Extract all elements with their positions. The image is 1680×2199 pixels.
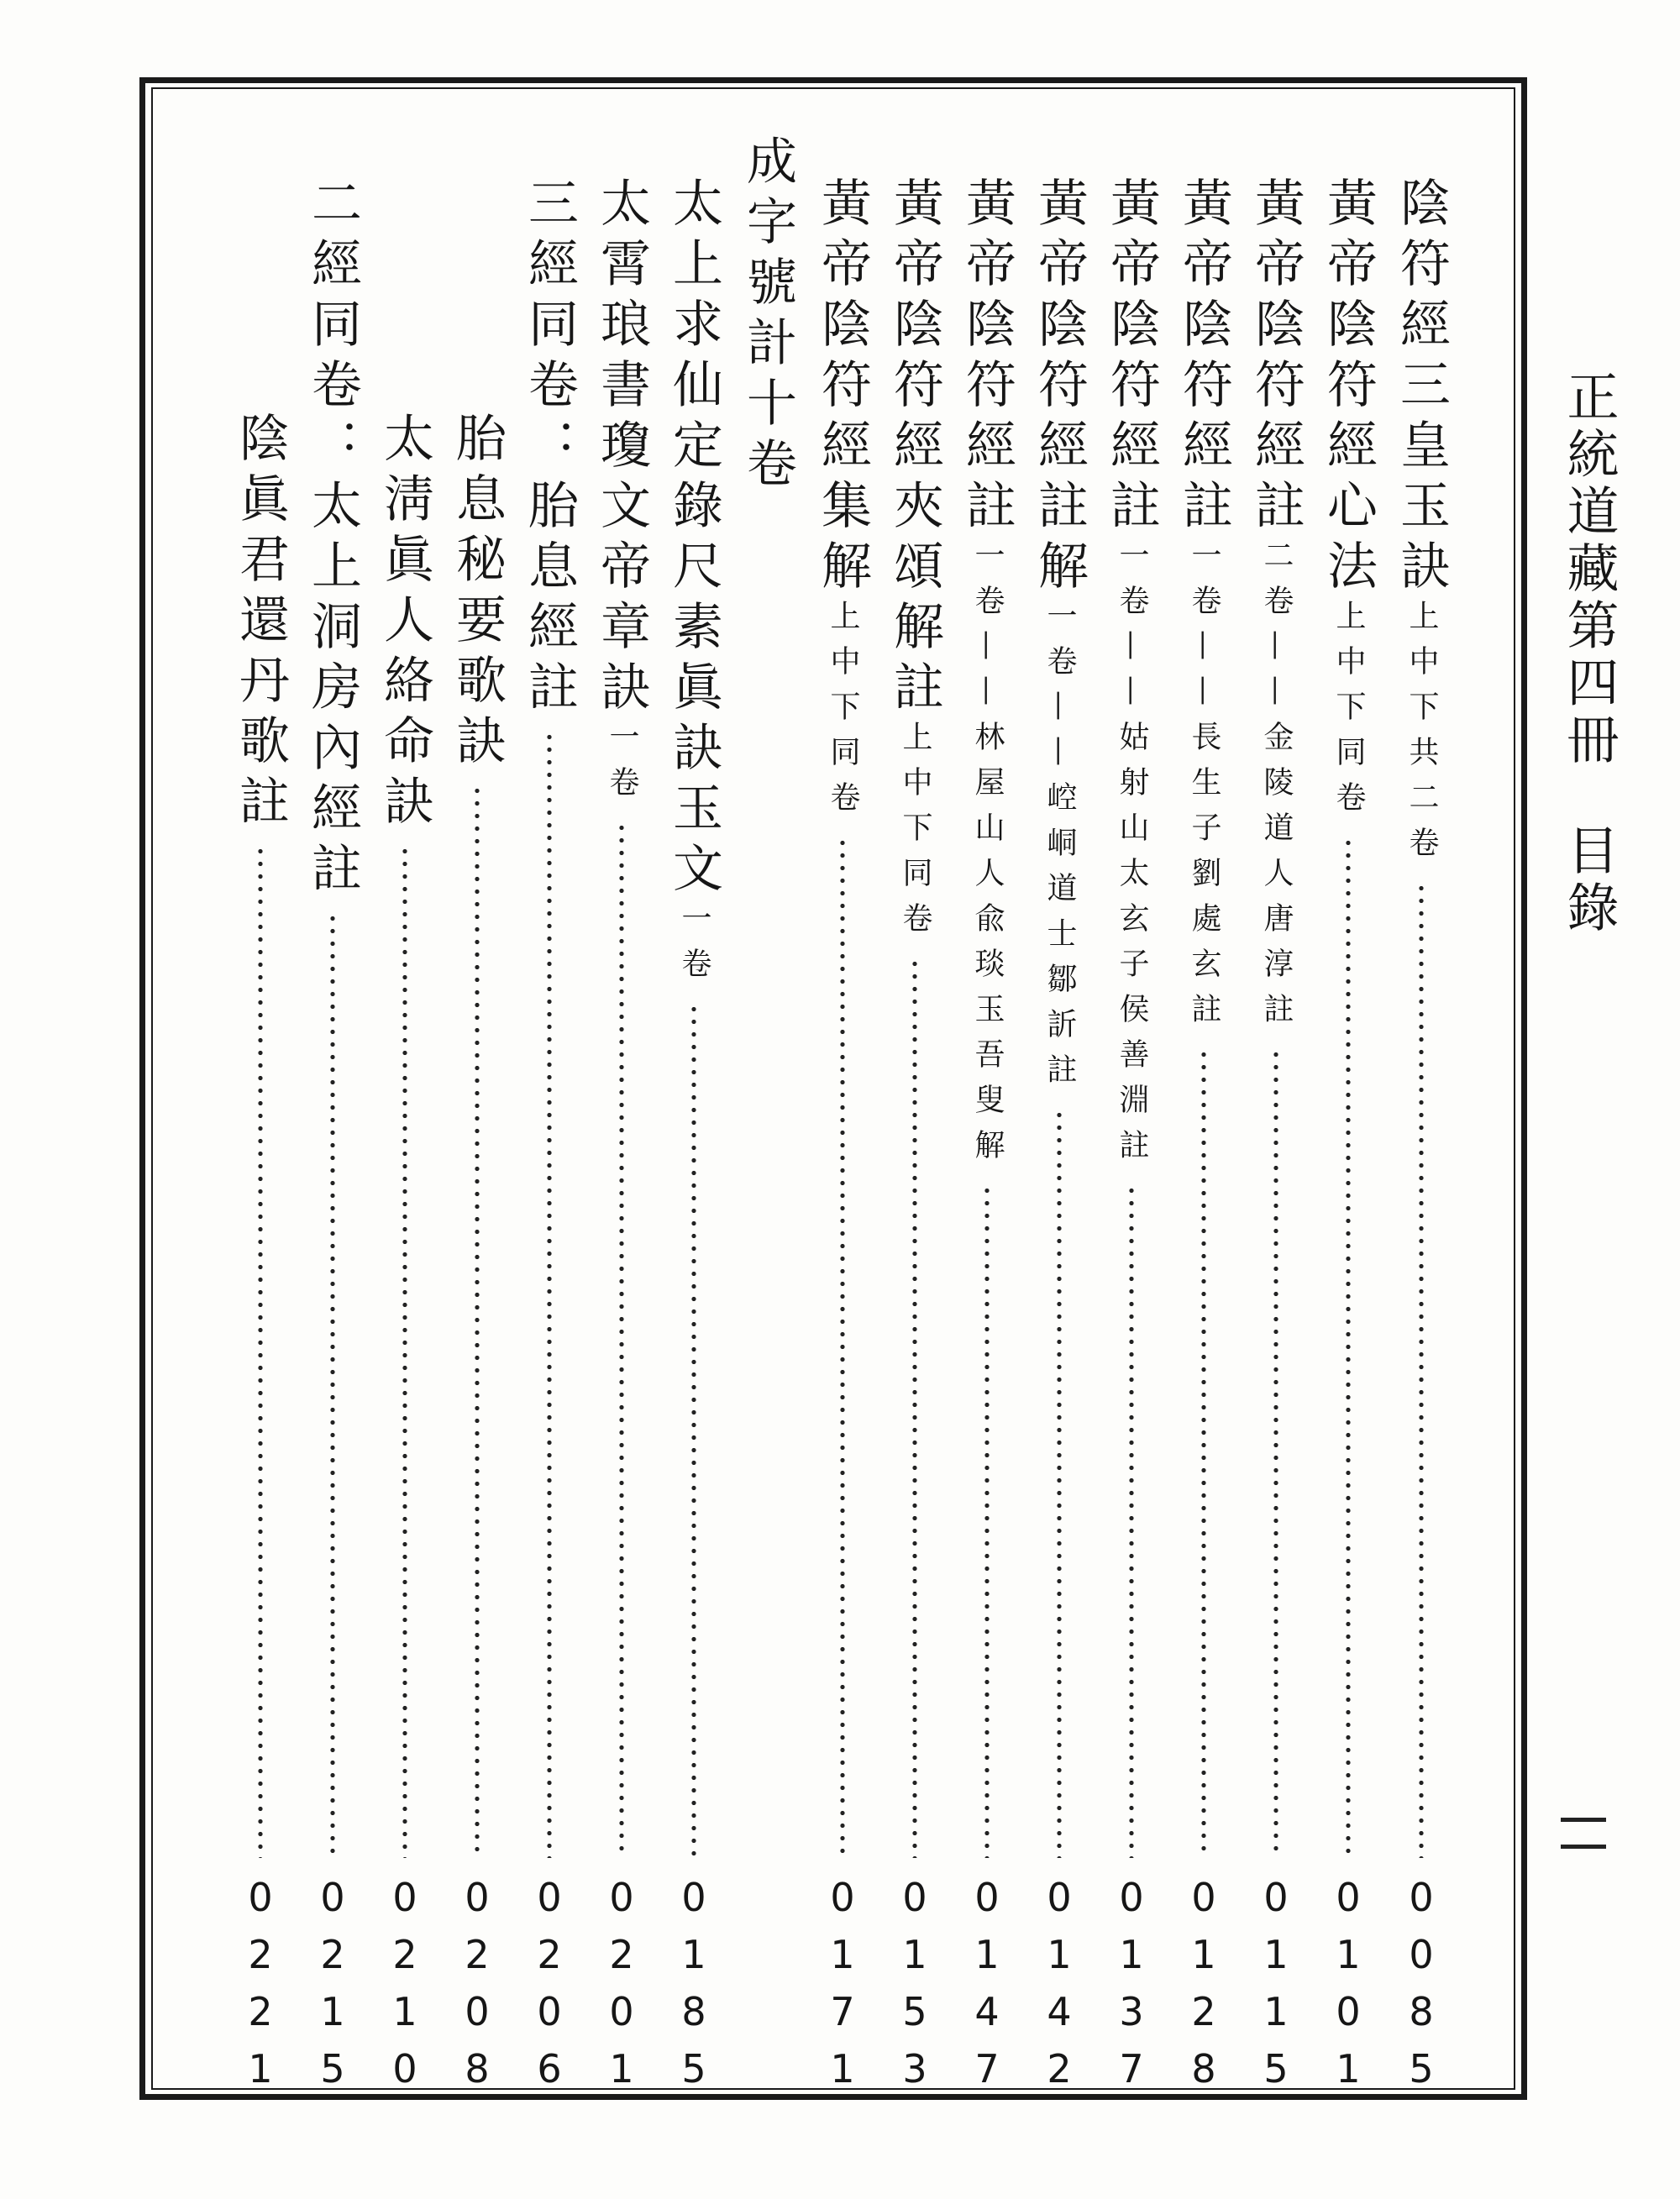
toc-entry[interactable]	[225, 412, 296, 2103]
entry-title: 黃帝陰符經註一卷——長生子劉處玄註	[1174, 176, 1233, 1038]
toc-entry[interactable]	[1168, 176, 1239, 2103]
dot-leader	[1273, 1048, 1279, 1858]
entry-title: 太上求仙定錄尺素眞訣玉文一卷	[664, 176, 723, 993]
dot-leader	[1345, 837, 1352, 1858]
entry-title: 三經同卷：胎息經註	[520, 176, 579, 721]
toc-entry[interactable]	[879, 176, 950, 2103]
entry-page-number: 0115	[1253, 1875, 1299, 2103]
toc-entry[interactable]	[297, 176, 368, 2103]
dot-leader	[984, 1184, 990, 1858]
entry-title: 黃帝陰符經註解一卷——崆峒道士鄒訢註	[1030, 176, 1089, 1099]
entry-title: 黃帝陰符經夾頌解註上中下同卷	[885, 176, 944, 947]
section-heading: 成字號計十卷	[738, 134, 797, 497]
entry-page-number: 0208	[454, 1875, 500, 2103]
toc-entry[interactable]	[514, 176, 585, 2103]
entry-page-number: 0210	[382, 1875, 428, 2103]
entry-title: 二經同卷：太上洞房內經註	[303, 176, 362, 902]
toc-entry[interactable]	[1241, 176, 1311, 2103]
dot-leader	[911, 958, 918, 1858]
entry-title: 黃帝陰符經集解上中下同卷	[813, 176, 872, 827]
entry-page-number: 0085	[1399, 1875, 1444, 2103]
running-head	[1542, 370, 1635, 974]
folio-number	[1554, 1806, 1613, 1865]
entry-page-number: 0147	[964, 1875, 1010, 2103]
entry-title: 陰眞君還丹歌註	[231, 412, 290, 835]
entry-title: 黃帝陰符經心法上中下同卷	[1319, 176, 1378, 827]
entry-page-number: 0101	[1326, 1875, 1371, 2103]
section-title: 目錄	[1558, 823, 1620, 937]
entry-title: 黃帝陰符經註一卷——姑射山太玄子侯善淵註	[1102, 176, 1161, 1174]
entry-page-number: 0215	[310, 1875, 355, 2103]
toc-entry[interactable]	[1024, 176, 1095, 2103]
entry-title: 太霄琅書瓊文帝章訣一卷	[592, 176, 651, 811]
folio-stroke	[1561, 1845, 1606, 1849]
folio-stroke	[1561, 1818, 1606, 1822]
dot-leader	[1056, 1109, 1063, 1858]
toc-entry[interactable]	[952, 176, 1022, 2103]
dot-leader	[839, 837, 846, 1858]
toc-entry[interactable]	[442, 412, 512, 2103]
dot-leader	[402, 845, 408, 1858]
toc-entry[interactable]	[370, 412, 440, 2103]
dot-leader	[1418, 882, 1425, 1858]
entry-title: 胎息秘要歌訣	[448, 412, 507, 774]
entry-title: 黃帝陰符經註一卷——林屋山人兪琰玉吾叟解	[958, 176, 1016, 1174]
toc-entry[interactable]	[1386, 176, 1457, 2103]
dot-leader	[474, 785, 480, 1858]
dot-leader	[618, 821, 625, 1858]
entry-page-number: 0221	[238, 1875, 283, 2103]
toc-entry[interactable]	[807, 176, 878, 2103]
entry-title: 陰符經三皇玉訣上中下共二卷	[1392, 176, 1451, 872]
dot-leader	[690, 1003, 697, 1858]
entry-page-number: 0185	[671, 1875, 717, 2103]
dot-leader	[257, 845, 264, 1858]
dot-leader	[546, 731, 553, 1858]
entry-page-number: 0206	[527, 1875, 572, 2103]
entry-title: 太淸眞人絡命訣	[375, 412, 434, 835]
entry-page-number: 0201	[599, 1875, 644, 2103]
toc-entry[interactable]	[659, 176, 729, 2103]
entry-page-number: 0137	[1109, 1875, 1154, 2103]
entry-page-number: 0153	[892, 1875, 937, 2103]
entry-page-number: 0128	[1181, 1875, 1226, 2103]
dot-leader	[1200, 1048, 1207, 1858]
dot-leader	[1128, 1184, 1135, 1858]
dot-leader	[329, 912, 336, 1858]
entry-page-number: 0171	[820, 1875, 865, 2103]
entry-page-number: 0142	[1037, 1875, 1082, 2103]
entry-title: 黃帝陰符經註二卷——金陵道人唐淳註	[1247, 176, 1305, 1038]
toc-entry[interactable]	[1096, 176, 1167, 2103]
collection-title: 正統道藏第四冊	[1558, 370, 1620, 769]
toc-entry[interactable]	[586, 176, 657, 2103]
toc-entry[interactable]	[1313, 176, 1383, 2103]
